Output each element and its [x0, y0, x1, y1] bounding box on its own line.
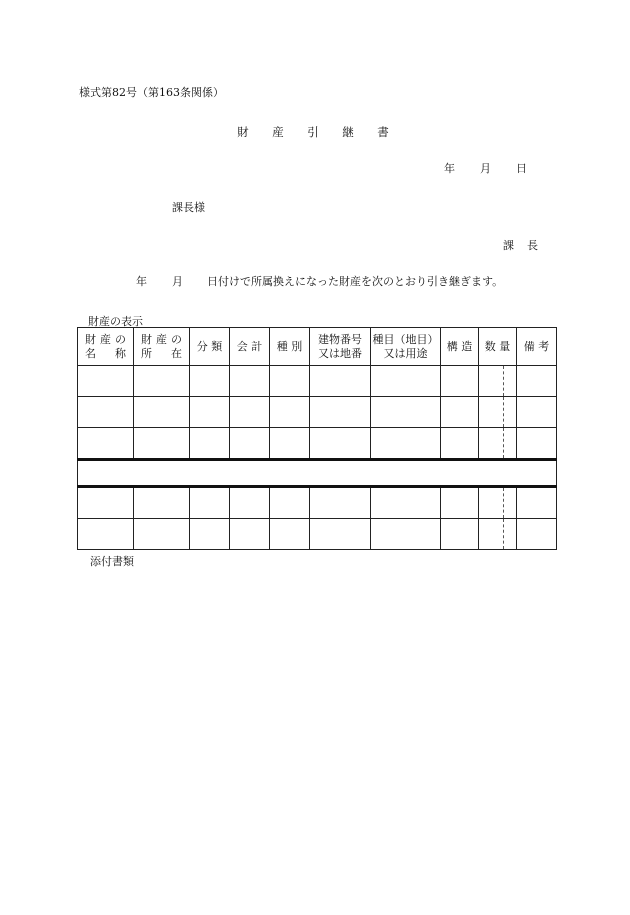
table-cell[interactable] — [517, 397, 557, 428]
table-cell[interactable] — [517, 487, 557, 519]
table-cell[interactable] — [230, 366, 270, 397]
table-row — [78, 428, 557, 460]
date-year-label: 年 — [444, 162, 455, 175]
table-cell[interactable] — [479, 366, 504, 397]
table-cell[interactable] — [504, 366, 517, 397]
title-char: 継 — [342, 125, 354, 139]
table-row — [78, 519, 557, 550]
table-cell[interactable] — [134, 519, 190, 550]
table-cell[interactable] — [504, 428, 517, 460]
table-cell[interactable] — [441, 366, 479, 397]
body-year-label: 年 — [136, 275, 147, 288]
table-cell[interactable] — [517, 366, 557, 397]
body-sentence: 日付けで所属換えになった財産を次のとおり引き継ぎます。 — [207, 275, 504, 288]
table-cell[interactable] — [78, 366, 134, 397]
date-line — [444, 160, 527, 176]
table-cell[interactable] — [310, 397, 371, 428]
header-asset-location: 財 産 の 所 在 — [134, 328, 190, 366]
date-month-label: 月 — [480, 162, 491, 175]
table-row — [78, 366, 557, 397]
table-cell[interactable] — [270, 428, 310, 460]
header-type: 種 別 — [270, 328, 310, 366]
sender-char: 長 — [527, 239, 538, 252]
header-category-use: 種目（地目） 又は用途 — [371, 328, 441, 366]
title-char: 産 — [272, 125, 284, 139]
body-text — [136, 273, 503, 289]
table-row — [78, 487, 557, 519]
header-structure: 構 造 — [441, 328, 479, 366]
form-number: 様式第82号（第163条関係） — [79, 86, 224, 99]
body-month-label: 月 — [172, 275, 183, 288]
table-cell[interactable] — [134, 428, 190, 460]
table-cell[interactable] — [441, 519, 479, 550]
table-cell[interactable] — [230, 487, 270, 519]
table-cell[interactable] — [190, 428, 230, 460]
table-cell[interactable] — [270, 366, 310, 397]
table-cell[interactable] — [504, 397, 517, 428]
table-cell[interactable] — [230, 428, 270, 460]
table-cell[interactable] — [270, 519, 310, 550]
table-cell[interactable] — [270, 397, 310, 428]
header-classification: 分 類 — [190, 328, 230, 366]
table-cell[interactable] — [230, 397, 270, 428]
title-char: 書 — [377, 125, 389, 139]
table-cell[interactable] — [310, 366, 371, 397]
table-cell[interactable] — [78, 519, 134, 550]
table-cell[interactable] — [371, 487, 441, 519]
table-cell[interactable] — [190, 487, 230, 519]
table-cell[interactable] — [479, 487, 504, 519]
title-char: 財 — [237, 125, 249, 139]
table-cell[interactable] — [504, 519, 517, 550]
addressee: 課長様 — [172, 201, 205, 214]
table-cell[interactable] — [270, 487, 310, 519]
header-remarks: 備 考 — [517, 328, 557, 366]
table-separator-row — [78, 460, 557, 487]
table-cell[interactable] — [441, 428, 479, 460]
document-title — [236, 124, 390, 140]
table-cell[interactable] — [441, 487, 479, 519]
table-cell[interactable] — [371, 366, 441, 397]
separator-cell — [78, 460, 557, 487]
table-cell[interactable] — [371, 397, 441, 428]
table-cell[interactable] — [310, 428, 371, 460]
table-cell[interactable] — [78, 487, 134, 519]
table-cell[interactable] — [504, 487, 517, 519]
table-cell[interactable] — [479, 428, 504, 460]
table-cell[interactable] — [441, 397, 479, 428]
table-cell[interactable] — [78, 428, 134, 460]
table-cell[interactable] — [310, 487, 371, 519]
table-cell[interactable] — [479, 519, 504, 550]
table-cell[interactable] — [517, 519, 557, 550]
table-cell[interactable] — [134, 487, 190, 519]
table-cell[interactable] — [310, 519, 371, 550]
table-cell[interactable] — [230, 519, 270, 550]
table-cell[interactable] — [371, 519, 441, 550]
table-header-row — [78, 328, 557, 366]
table-cell[interactable] — [190, 397, 230, 428]
table-cell[interactable] — [371, 428, 441, 460]
table-cell[interactable] — [190, 366, 230, 397]
header-quantity: 数 量 — [479, 328, 517, 366]
table-body — [78, 366, 557, 550]
table-cell[interactable] — [479, 397, 504, 428]
table-cell[interactable] — [134, 397, 190, 428]
header-asset-name: 財 産 の 名 称 — [78, 328, 134, 366]
table-cell[interactable] — [78, 397, 134, 428]
sender-char: 課 — [503, 239, 514, 252]
asset-table — [77, 327, 557, 550]
table-cell[interactable] — [190, 519, 230, 550]
section-label: 財産の表示 — [88, 315, 143, 328]
table-cell[interactable] — [517, 428, 557, 460]
table-row — [78, 397, 557, 428]
date-day-label: 日 — [516, 162, 527, 175]
sender — [503, 237, 538, 253]
table-cell[interactable] — [134, 366, 190, 397]
attachments-label: 添付書類 — [90, 555, 134, 568]
title-char: 引 — [307, 125, 319, 139]
header-building-number: 建物番号 又は地番 — [310, 328, 371, 366]
header-accounting: 会 計 — [230, 328, 270, 366]
